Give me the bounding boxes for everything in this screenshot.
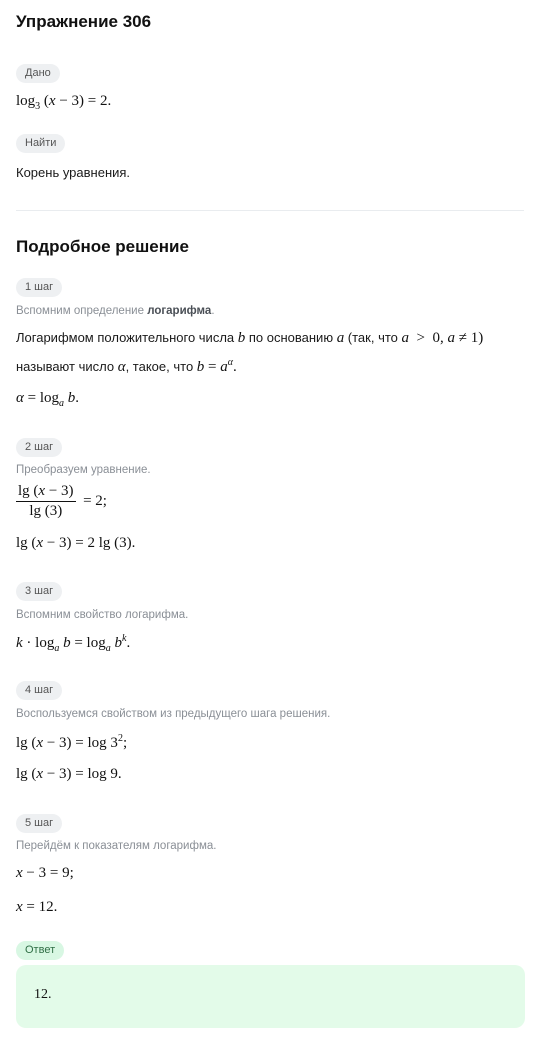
step-1-text-line2: называют число α, такое, что $b = a^\alpha$. (16, 357, 237, 375)
step-5-badge: 5 шаг (16, 814, 62, 833)
step-3-hint: Вспомним свойство логарифма. (16, 609, 189, 621)
answer-badge: Ответ (16, 941, 64, 960)
step-4-hint: Воспользуемся свойством из предыдущего шага решения. (16, 708, 331, 720)
step-1-formula: $\alpha = \log_a b$. (16, 390, 80, 409)
step-5-formula-1: x − 3 = 9; (16, 865, 74, 881)
answer-value: 12. (34, 987, 52, 1002)
step-4-badge: 4 шаг (16, 681, 62, 700)
section-divider (16, 210, 524, 211)
step-1-text-line1: Логарифмом положительного числа b по основанию a (так, что a > 0, a ≠ 1) (16, 330, 484, 346)
given-badge: Дано (16, 64, 60, 83)
step-4-formula-1: $\lg (x - 3) = \log 3^2$; (16, 733, 128, 751)
step-2-fraction: $\frac{\lg (x - 3)}{\lg (3)}$ = 2; (18, 483, 107, 519)
find-text: Корень уравнения. (16, 165, 131, 180)
page-title: Упражнение 306 (16, 12, 152, 31)
step-1-badge: 1 шаг (16, 278, 62, 297)
find-badge: Найти (16, 134, 65, 153)
step-3-badge: 3 шаг (16, 582, 62, 601)
step-5-formula-2: x = 12. (16, 899, 58, 915)
answer-box (16, 965, 525, 1028)
step-3-formula: $k \cdot \log_a b = \log_a b^k$. (16, 633, 131, 654)
step-2-badge: 2 шаг (16, 438, 62, 457)
step-4-formula-2: lg (x − 3) = log 9. (16, 766, 122, 782)
step-2-formula: lg (x − 3) = 2 lg (3). (16, 535, 136, 551)
step-2-hint: Преобразуем уравнение. (16, 464, 151, 476)
step-5-hint: Перейдём к показателям логарифма. (16, 840, 217, 852)
solution-title: Подробное решение (16, 237, 189, 256)
given-equation: $\log_3 (x - 3) = 2$. (16, 93, 112, 112)
step-1-hint: Вспомним определение логарифма. (16, 305, 215, 317)
